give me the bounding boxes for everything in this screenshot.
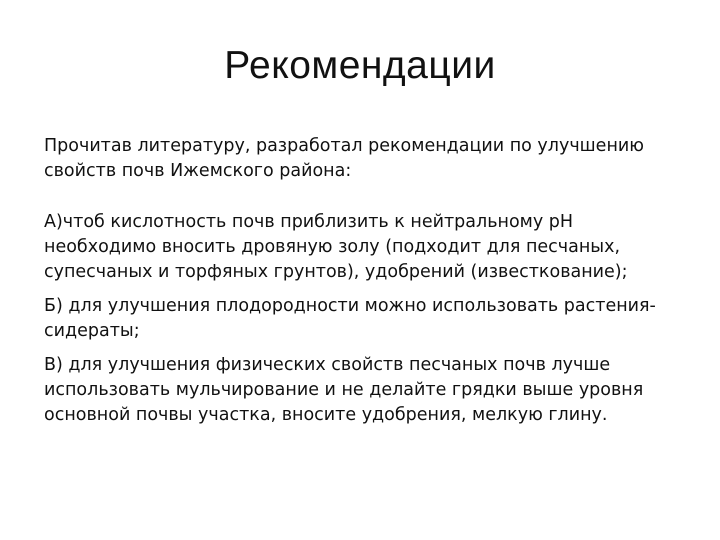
slide-title: Рекомендации (224, 44, 496, 87)
slide-body (44, 134, 684, 437)
recommendation-c: В) для улучшения физических свойств песчаных почв лучше использовать мульчирование и не делайте грядки выше уровня основной почвы участка, вносите удобрения, мелкую глину. (44, 355, 644, 425)
recommendation-a: А)чтоб кислотность почв приблизить к нейтральному pH необходимо вносить дровяную золу (подходит для песчаных, супесчаных и торфяных грунтов), удобрений (известкование); (44, 212, 628, 282)
recommendation-b: Б) для улучшения плодородности можно использовать растения-сидераты; (44, 296, 656, 341)
intro-paragraph: Прочитав литературу, разработал рекомендации по улучшению свойств почв Ижемского района: (44, 136, 644, 181)
